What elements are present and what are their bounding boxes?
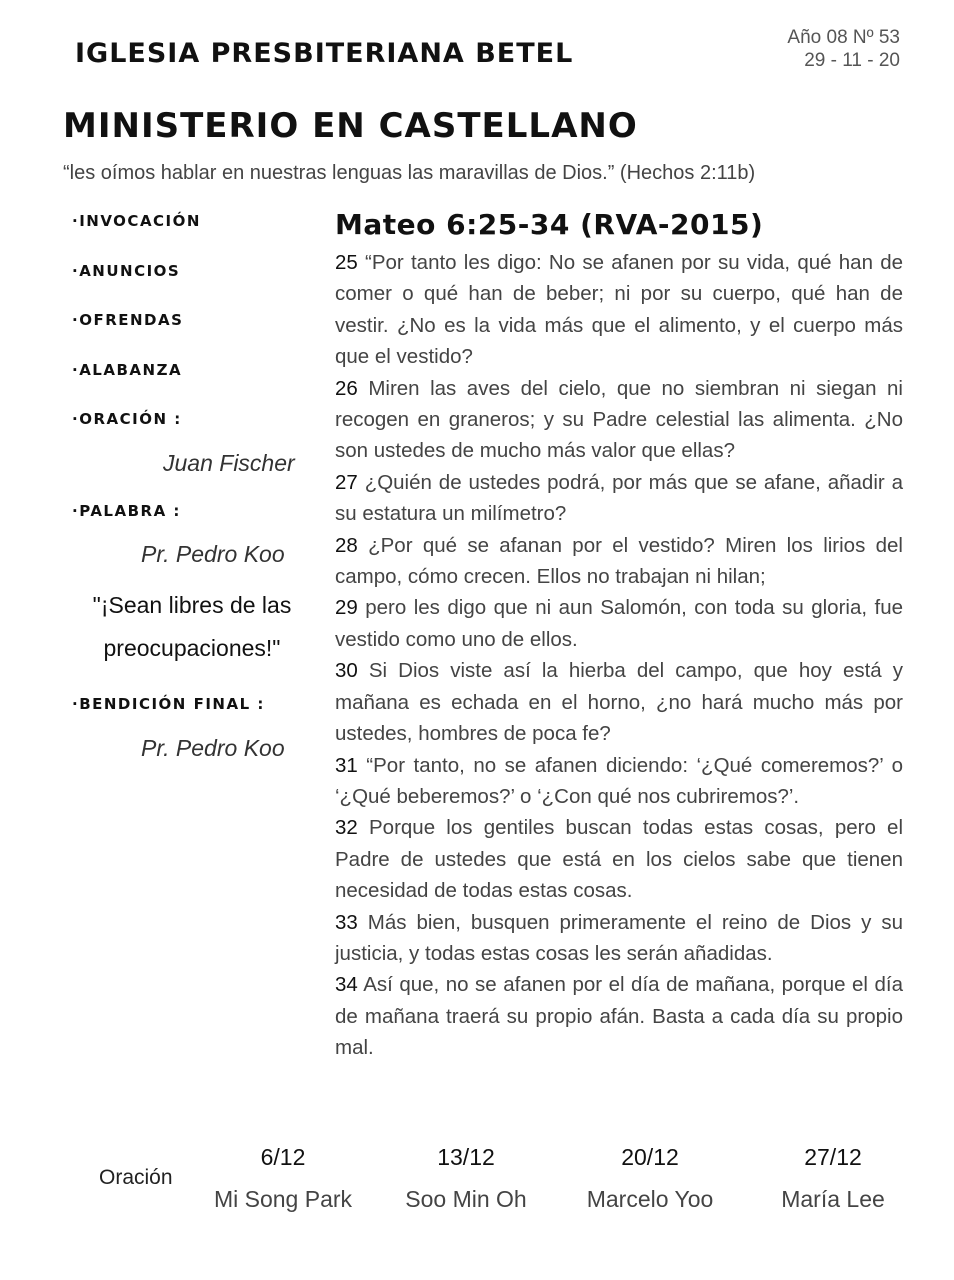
schedule-entry <box>550 1140 750 1214</box>
schedule-name: Marcelo Yoo <box>586 1186 714 1212</box>
schedule-entry <box>733 1140 933 1214</box>
bendicion-person: Pr. Pedro Koo <box>141 735 285 761</box>
verse-number: 28 <box>335 533 358 557</box>
schedule-date: 13/12 <box>437 1144 495 1170</box>
order-oracion: ·ORACIÓN : <box>72 410 182 428</box>
verse-number: 31 <box>335 753 358 777</box>
ministry-title: MINISTERIO EN CASTELLANO <box>63 106 638 146</box>
issue-number: Año 08 Nº 53 <box>787 27 900 48</box>
verse-text: Así que, no se afanen por el día de mañana, porque el día de mañana traerá su propio afán. Basta a cada día su propio mal. <box>335 973 903 1060</box>
sermon-title <box>72 584 312 670</box>
schedule-name: Mi Song Park <box>213 1186 353 1212</box>
verse-number: 27 <box>335 470 358 494</box>
order-invocacion: ·INVOCACIÓN <box>72 212 201 230</box>
sermon-title-line2: preocupaciones!" <box>103 635 281 661</box>
verse-number: 30 <box>335 659 358 683</box>
verse-text: pero les digo que ni aun Salomón, con toda su gloria, fue vestido como uno de ellos. <box>335 596 903 651</box>
verse-number: 33 <box>335 910 358 934</box>
order-bendicion: ·BENDICIÓN FINAL : <box>72 695 265 713</box>
prayer-schedule <box>0 1140 954 1240</box>
issue-date: 29 - 11 - 20 <box>804 50 900 71</box>
church-name: IGLESIA PRESBITERIANA BETEL <box>75 38 574 69</box>
verse <box>335 247 903 373</box>
verse-number: 34 <box>335 973 358 997</box>
oracion-person: Juan Fischer <box>163 450 295 476</box>
schedule-name: Soo Min Oh <box>405 1186 527 1212</box>
verse-text: Porque los gentiles buscan todas estas cosas, pero el Padre de ustedes que está en los cielos sabe que tienen necesidad de todas estas cosas. <box>335 816 903 903</box>
schedule-date: 20/12 <box>621 1144 679 1170</box>
verse-number: 29 <box>335 596 358 620</box>
verse-text: “Por tanto, no se afanen diciendo: ‘¿Qué comeremos?’ o ‘¿Qué beberemos?’ o ‘¿Con qué nos cubriremos?’. <box>335 753 903 808</box>
schedule-entry <box>366 1140 566 1214</box>
verse-text: Miren las aves del cielo, que no siembran ni siegan ni recogen en graneros; y su Padre celestial las alimenta. ¿No son ustedes de mucho más valor que ellas? <box>335 376 903 463</box>
verse <box>335 812 903 906</box>
palabra-person: Pr. Pedro Koo <box>141 541 285 567</box>
verse <box>335 907 903 970</box>
verse <box>335 373 903 467</box>
verse <box>335 467 903 530</box>
schedule-entry <box>183 1140 383 1214</box>
verse-text: “Por tanto les digo: No se afanen por su vida, qué han de comer o qué han de beber; ni por su cuerpo, qué han de vestir. ¿No es la vida más que el alimento, y el cuerpo más que el vestido? <box>335 251 903 369</box>
verse <box>335 969 903 1063</box>
verse-text: ¿Por qué se afanan por el vestido? Miren los lirios del campo, cómo crecen. Ellos no trabajan ni hilan; <box>335 533 903 589</box>
verse-number: 26 <box>335 376 358 400</box>
verse <box>335 592 903 655</box>
verse <box>335 750 903 813</box>
sermon-title-line1: "¡Sean libres de las <box>92 592 292 618</box>
issue-info <box>787 26 900 72</box>
schedule-date: 6/12 <box>260 1144 306 1170</box>
order-anuncios: ·ANUNCIOS <box>72 262 181 280</box>
ministry-motto: “les oímos hablar en nuestras lenguas las maravillas de Dios.” (Hechos 2:11b) <box>63 162 756 184</box>
order-palabra: ·PALABRA : <box>72 502 181 520</box>
verse-text: Más bien, busquen primeramente el reino de Dios y su justicia, y todas estas cosas les serán añadidas. <box>335 910 903 965</box>
verses <box>335 247 903 1064</box>
verse <box>335 655 903 749</box>
scripture-passage <box>335 208 903 1064</box>
schedule-date: 27/12 <box>804 1144 862 1170</box>
verse <box>335 530 903 593</box>
passage-title: Mateo 6:25-34 (RVA-2015) <box>335 208 764 241</box>
verse-text: Si Dios viste así la hierba del campo, que hoy está y mañana es echada en el horno, ¿no hará mucho más por ustedes, hombres de poca fe? <box>335 659 903 746</box>
schedule-label: Oración <box>99 1166 173 1189</box>
order-alabanza: ·ALABANZA <box>72 361 183 379</box>
verse-number: 25 <box>335 251 358 274</box>
schedule-name: María Lee <box>781 1186 885 1212</box>
verse-number: 32 <box>335 816 358 840</box>
verse-text: ¿Quién de ustedes podrá, por más que se afane, añadir a su estatura un milímetro? <box>335 470 903 526</box>
order-ofrendas: ·OFRENDAS <box>72 311 184 329</box>
